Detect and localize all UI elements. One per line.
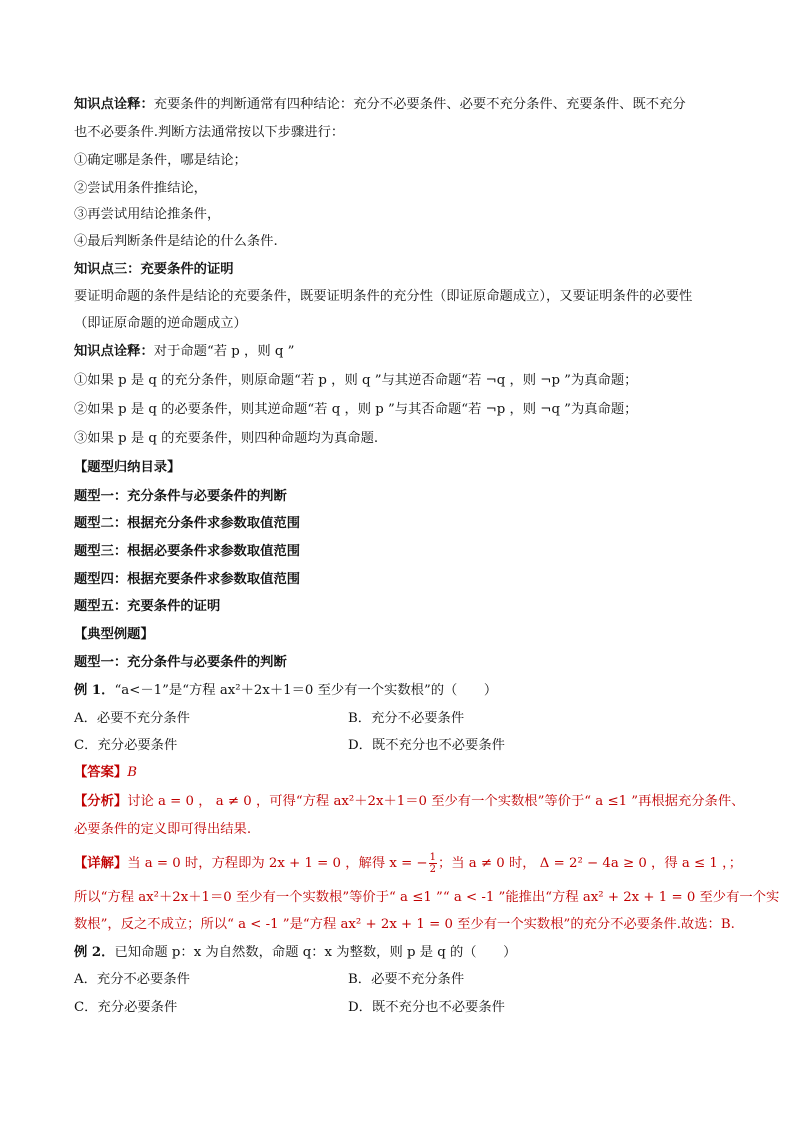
ex2-option-c: C．充分必要条件 <box>74 1000 178 1015</box>
kp3-title: 知识点三：充要条件的证明 <box>74 262 234 277</box>
type1-title: 题型一：充分条件与必要条件的判断 <box>74 655 287 670</box>
ex2-option-d: D．既不充分也不必要条件 <box>348 1000 505 1015</box>
example-1-label: 例 1． <box>74 683 115 698</box>
case-3: ③如果 p 是 q 的充要条件，则四种命题均为真命题. <box>74 431 379 446</box>
interpretation-2-text: 对于命题“若 p ，则 q ” <box>153 344 295 359</box>
fraction-numerator: 1 <box>429 852 436 863</box>
example-1-text: “a<－1”是“方程 ax²＋2x＋1＝0 至少有一个实数根”的（ ） <box>114 683 498 698</box>
interpretation-2-line <box>74 343 294 361</box>
example-2-label: 例 2． <box>74 945 115 960</box>
answer-value: B <box>127 765 137 780</box>
catalog-item-1: 题型一：充分条件与必要条件的判断 <box>74 489 287 504</box>
interpretation-line-2: 也不必要条件.判断方法通常按以下步骤进行： <box>74 125 345 140</box>
interpretation-label: 知识点诠释： <box>74 97 154 112</box>
analysis-line-1 <box>74 793 744 811</box>
example-2-text: 已知命题 p：x 为自然数，命题 q：x 为整数，则 p 是 q 的（ ） <box>114 945 517 960</box>
ex2-option-b: B．必要不充分条件 <box>348 972 465 987</box>
option-c: C．充分必要条件 <box>74 738 178 753</box>
analysis-line-2: 必要条件的定义即可得出结果. <box>74 822 252 837</box>
example-1-question <box>74 682 497 700</box>
catalog-item-2: 题型二：根据充分条件求参数取值范围 <box>74 516 301 531</box>
detail-tag: 【详解】 <box>74 856 128 871</box>
option-a: A．必要不充分条件 <box>74 711 190 726</box>
catalog-item-5: 题型五：充要条件的证明 <box>74 599 221 614</box>
catalog-item-3: 题型三：根据必要条件求参数取值范围 <box>74 544 301 559</box>
example-2-question <box>74 944 516 962</box>
detail-line-1 <box>74 852 742 875</box>
analysis-text-1: 讨论 a = 0 ， a ≠ 0 ，可得“方程 ax²＋2x＋1＝0 至少有一个实数根”等价于“ a ≤1 ”再根据充分条件、 <box>127 794 745 809</box>
detail-text-a: 当 a = 0 时，方程即为 2x + 1 = 0 ，解得 x = − <box>127 856 428 871</box>
examples-title: 【典型例题】 <box>74 627 154 642</box>
option-d: D．既不充分也不必要条件 <box>348 738 505 753</box>
catalog-title: 【题型归纳目录】 <box>74 460 181 475</box>
option-b: B．充分不必要条件 <box>348 711 465 726</box>
answer-line <box>74 764 137 782</box>
step-2: ②尝试用条件推结论， <box>74 181 207 196</box>
step-3: ③再尝试用结论推条件， <box>74 207 221 222</box>
interpretation-line-1 <box>74 96 686 114</box>
detail-line-3: 数根”，反之不成立；所以“ a < -1 ”是“方程 ax² + 2x + 1 = 0 至少有一个实数根”的充分不必要条件.故选：B. <box>74 917 735 932</box>
kp3-body-line-2: （即证原命题的逆命题成立） <box>74 316 247 331</box>
step-4: ④最后判断条件是结论的什么条件. <box>74 234 278 249</box>
interpretation-text: 充要条件的判断通常有四种结论：充分不必要条件、必要不充分条件、充要条件、既不充分 <box>153 97 686 112</box>
detail-line-2: 所以“方程 ax²＋2x＋1＝0 至少有一个实数根”等价于“ a ≤1 ”“ a < -1 ”能推出“方程 ax² + 2x + 1 = 0 至少有一个实 <box>74 890 780 905</box>
fraction-denominator: 2 <box>429 864 436 875</box>
analysis-tag: 【分析】 <box>74 794 128 809</box>
case-1: ①如果 p 是 q 的充分条件，则原命题“若 p ，则 q ”与其逆否命题“若 ¬q ，则 ¬p ”为真命题； <box>74 373 638 388</box>
catalog-item-4: 题型四：根据充要条件求参数取值范围 <box>74 572 301 587</box>
ex2-option-a: A．充分不必要条件 <box>74 972 190 987</box>
answer-tag: 【答案】 <box>74 765 128 780</box>
kp3-body-line-1: 要证明命题的条件是结论的充要条件，既要证明条件的充分性（即证原命题成立），又要证明条件的必要性 <box>74 289 693 304</box>
case-2: ②如果 p 是 q 的必要条件，则其逆命题“若 q ，则 p ”与其否命题“若 ¬p ，则 ¬q ”为真命题； <box>74 402 638 417</box>
fraction-one-half <box>429 852 437 875</box>
step-1: ①确定哪是条件，哪是结论； <box>74 153 247 168</box>
interpretation-2-label: 知识点诠释： <box>74 344 154 359</box>
detail-text-b: ；当 a ≠ 0 时， Δ = 2² − 4a ≥ 0 ，得 a ≤ 1 ，； <box>437 856 743 871</box>
